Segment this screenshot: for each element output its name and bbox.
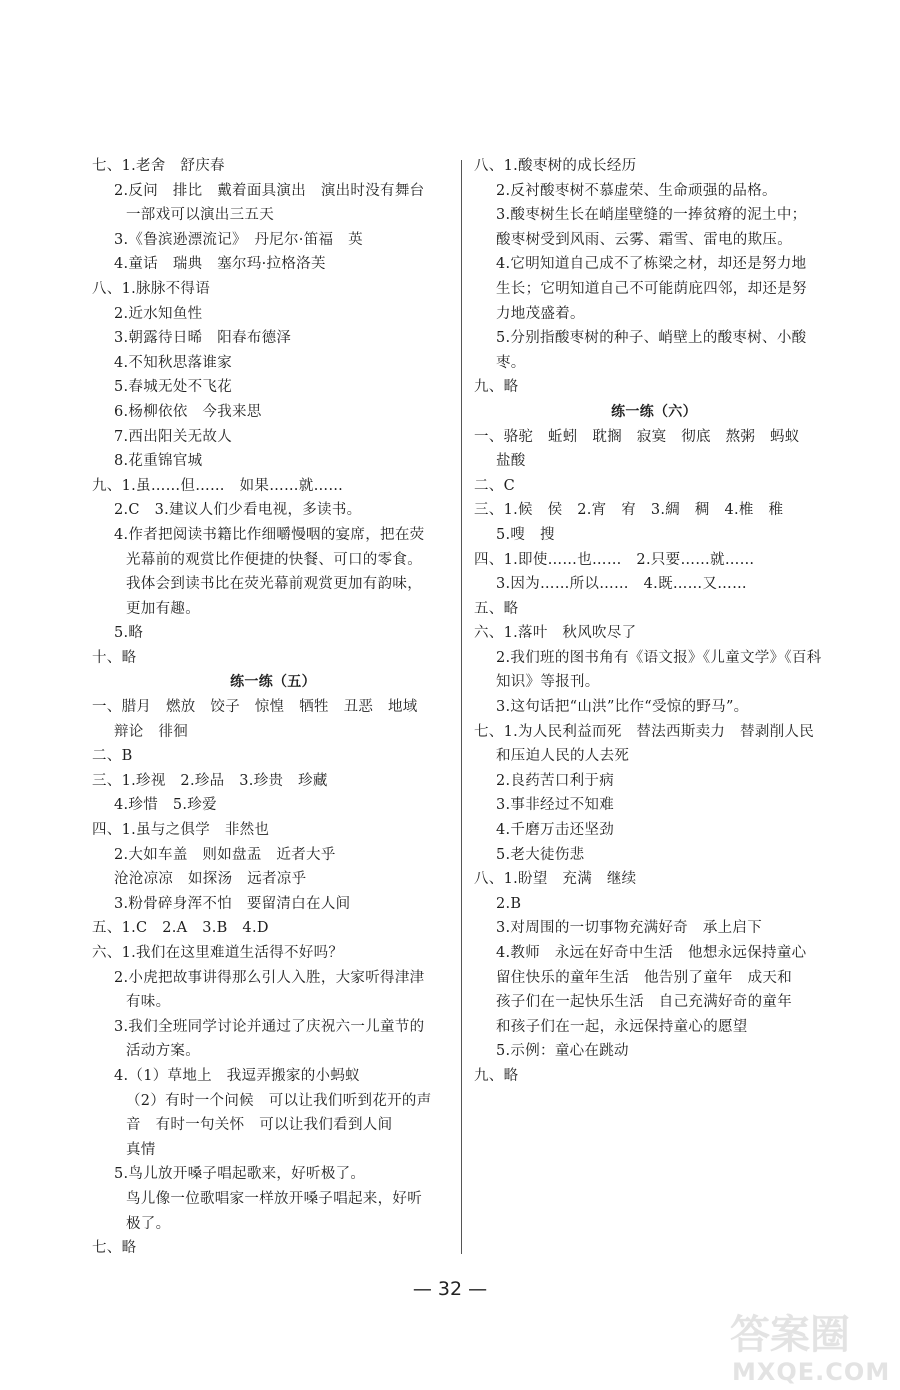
answer-line: 4.作者把阅读书籍比作细嚼慢咽的宴席，把在荧 <box>114 526 425 543</box>
answer-line: 九、略 <box>474 379 519 396</box>
answer-line: 辩论 徘徊 <box>114 723 188 740</box>
page-number: — 32 — <box>412 1278 488 1300</box>
answer-line: 九、1.虽……但…… 如果……就…… <box>92 477 344 494</box>
answer-line: 和压迫人民的人去死 <box>496 748 630 765</box>
answer-line: 5.略 <box>114 625 144 642</box>
answer-line: 三、1.候 侯 2.宵 宥 3.綢 稠 4.椎 稚 <box>474 502 784 519</box>
answer-line: 沧沧凉凉 如探汤 远者凉乎 <box>114 871 307 888</box>
answer-line: 3.我们全班同学讨论并通过了庆祝六一儿童节的 <box>114 1018 425 1035</box>
answer-line: 四、1.虽与之俱学 非然也 <box>92 822 270 839</box>
answer-line: 5.老大徒伤悲 <box>496 846 585 863</box>
answer-line: 5.嗖 搜 <box>496 526 555 543</box>
answer-line: 八、1.盼望 充满 继续 <box>474 871 637 888</box>
answer-line: 四、1.即使……也…… 2.只要……就…… <box>474 551 755 568</box>
answer-line: 一、骆驼 蚯蚓 耽搁 寂寞 彻底 熬粥 蚂蚁 <box>474 428 800 445</box>
answer-line: 2.大如车盖 则如盘盂 近者大乎 <box>114 846 336 863</box>
answer-line: 知识》等报刊。 <box>496 674 600 691</box>
answer-line: 一、腊月 燃放 饺子 惊惶 牺牲 丑恶 地域 <box>92 699 418 716</box>
answer-line: 8.花重锦官城 <box>114 453 203 470</box>
answer-line: 盐酸 <box>496 453 526 470</box>
answer-line: 2.B <box>496 895 522 912</box>
answer-line: 2.反问 排比 戴着面具演出 演出时没有舞台 <box>114 182 425 199</box>
answer-line: 更加有趣。 <box>126 600 200 617</box>
answer-line: 我体会到读书比在荧光幕前观赏更加有韵味， <box>126 576 422 593</box>
answer-line: 3.酸枣树生长在峭崖壁缝的一捧贫瘠的泥土中； <box>496 207 807 224</box>
answer-line: 音 有时一句关怀 可以让我们看到人间 <box>126 1117 393 1134</box>
answer-line: 2.良药苦口利于病 <box>496 772 615 789</box>
answer-line: 一部戏可以演出三五天 <box>126 207 274 224</box>
answer-line: 和孩子们在一起，永远保持童心的愿望 <box>496 1018 748 1035</box>
answer-line: 3.《鲁滨逊漂流记》 丹尼尔·笛福 英 <box>114 231 363 248</box>
section-title: 练一练（五） <box>230 674 316 691</box>
answer-line: 光幕前的观赏比作便捷的快餐、可口的零食。 <box>126 551 422 568</box>
answer-line: 3.朝露待日晞 阳春布德泽 <box>114 330 292 347</box>
answer-line: 九、略 <box>474 1067 519 1084</box>
section-title: 练一练（六） <box>611 403 697 420</box>
answer-line: 4.千磨万击还坚劲 <box>496 822 615 839</box>
answer-line: 4.童话 瑞典 塞尔玛·拉格洛芙 <box>114 256 326 273</box>
answer-line: 七、1.为人民利益而死 替法西斯卖力 替剥削人民 <box>474 723 815 740</box>
answer-line: 活动方案。 <box>126 1043 200 1060</box>
answer-line: 3.这句话把“山洪”比作“受惊的野马”。 <box>496 699 749 716</box>
answer-line: 留住快乐的童年生活 他告别了童年 成天和 <box>496 969 792 986</box>
answer-line: 2.C 3.建议人们少看电视，多读书。 <box>114 502 362 519</box>
watermark-logo <box>718 1298 898 1388</box>
answer-line: 八、1.酸枣树的成长经历 <box>474 158 637 174</box>
answer-line: 2.反衬酸枣树不慕虚荣、生命顽强的品格。 <box>496 182 777 199</box>
watermark-url-text: MXQE.COM <box>732 1358 891 1386</box>
answer-line: 4.不知秋思落谁家 <box>114 354 233 371</box>
answer-line: 2.我们班的图书角有《语文报》《儿童文学》《百科 <box>496 649 822 666</box>
answer-line: （2）有时一个问候 可以让我们听到花开的声 <box>126 1092 432 1109</box>
answer-line: 7.西出阳关无故人 <box>114 428 233 445</box>
answer-line: 3.对周围的一切事物充满好奇 承上启下 <box>496 920 763 937</box>
answer-line: 4.教师 永远在好奇中生活 他想永远保持童心 <box>496 945 807 961</box>
watermark-logo-text: 答案圈 <box>730 1312 850 1358</box>
answer-line: 有味。 <box>126 994 171 1011</box>
answer-line: 6.杨柳依依 今我来思 <box>114 403 262 420</box>
answer-line: 力地茂盛着。 <box>496 305 585 322</box>
answer-line: 三、1.珍视 2.珍品 3.珍贵 珍藏 <box>92 772 328 789</box>
answer-line: 六、1.我们在这里难道生活得不好吗？ <box>92 945 344 961</box>
answer-line: 5.示例：童心在跳动 <box>496 1043 629 1060</box>
answer-line: 酸枣树受到风雨、云雾、霜雪、雷电的欺压。 <box>496 231 792 248</box>
answer-line: 二、C <box>474 477 515 494</box>
answer-line: 3.粉骨碎身浑不怕 要留清白在人间 <box>114 895 351 912</box>
answer-line: 极了。 <box>126 1215 171 1232</box>
answer-line: 4.珍惜 5.珍爱 <box>114 797 217 814</box>
answer-line: 孩子们在一起快乐生活 自己充满好奇的童年 <box>496 994 792 1011</box>
answer-line: 鸟儿像一位歌唱家一样放开嗓子唱起来，好听 <box>126 1190 422 1207</box>
answer-line: 枣。 <box>496 354 526 371</box>
answer-line: 3.事非经过不知难 <box>496 797 615 814</box>
answer-line: 八、1.脉脉不得语 <box>92 280 211 297</box>
answer-line: 4.（1）草地上 我逗弄搬家的小蚂蚁 <box>114 1067 360 1084</box>
answer-line: 五、略 <box>474 600 519 617</box>
answer-line: 七、1.老舍 舒庆春 <box>92 158 225 174</box>
answer-line: 真情 <box>126 1141 156 1158</box>
answer-line: 3.因为……所以…… 4.既……又…… <box>496 576 747 593</box>
answer-line: 生长；它明知道自己不可能荫庇四邻，却还是努 <box>496 280 807 297</box>
answer-line: 2.近水知鱼性 <box>114 305 203 322</box>
answer-line: 5.春城无处不飞花 <box>114 379 233 396</box>
answer-line: 2.小虎把故事讲得那么引人入胜，大家听得津津 <box>114 969 425 986</box>
answer-column-right <box>474 154 834 1089</box>
answer-line: 5.鸟儿放开嗓子唱起歌来，好听极了。 <box>114 1166 366 1183</box>
answer-column-left <box>92 154 454 1261</box>
answer-line: 5.分别指酸枣树的种子、峭壁上的酸枣树、小酸 <box>496 330 807 347</box>
answer-line: 4.它明知道自己成不了栋梁之材，却还是努力地 <box>496 256 807 273</box>
answer-line: 二、B <box>92 748 133 765</box>
answer-line: 五、1.C 2.A 3.B 4.D <box>92 920 269 937</box>
answer-line: 十、略 <box>92 649 137 666</box>
answer-line: 六、1.落叶 秋风吹尽了 <box>474 625 637 642</box>
column-divider <box>461 160 462 1254</box>
answer-line: 七、略 <box>92 1240 137 1257</box>
